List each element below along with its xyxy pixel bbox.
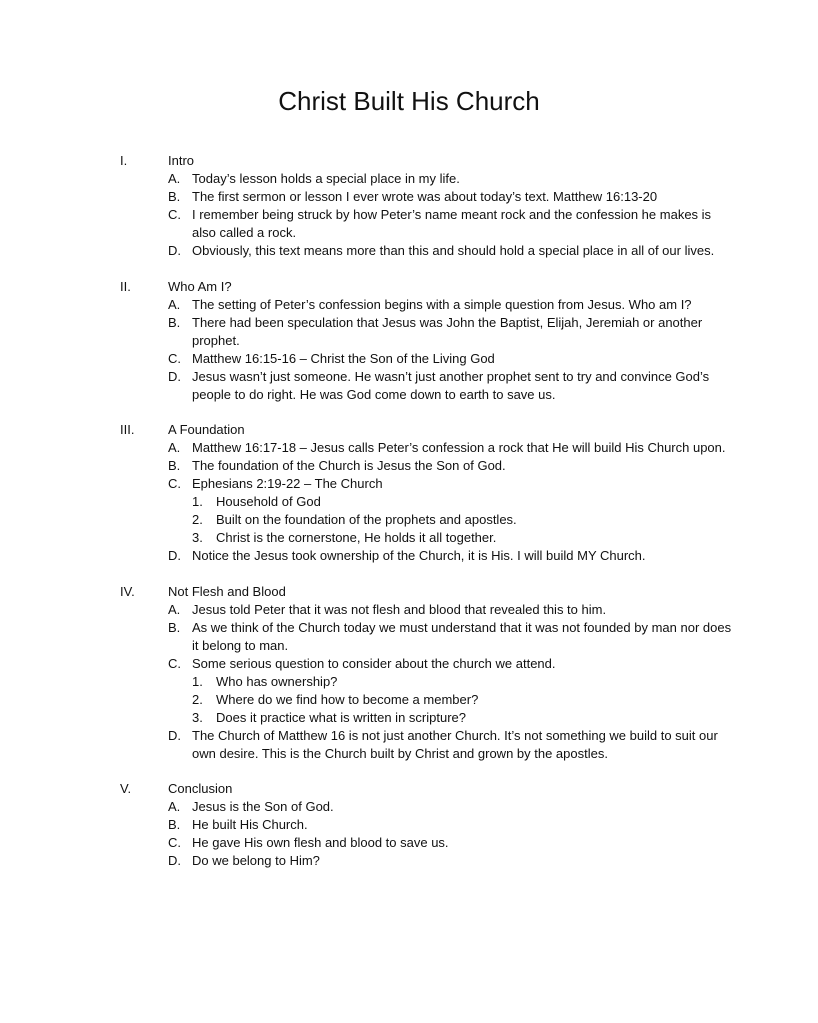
- subitem-marker: 1.: [192, 494, 203, 509]
- outline-item: [0, 816, 732, 834]
- item-marker: B.: [168, 458, 181, 473]
- item-marker: A.: [168, 296, 181, 312]
- section-heading: [0, 583, 818, 601]
- outline-item: [0, 296, 732, 314]
- outline-item: [0, 350, 732, 368]
- item-marker: A.: [168, 799, 181, 814]
- item-marker: A.: [168, 601, 181, 617]
- item-marker: A.: [168, 440, 181, 455]
- item-marker: C.: [168, 655, 181, 671]
- item-text: Matthew 16:15-16 – Christ the Son of the Living God: [192, 350, 495, 366]
- subitem-text: Christ is the cornerstone, He holds it all together.: [216, 530, 497, 545]
- item-marker: C.: [168, 207, 181, 222]
- section-title: Who Am I?: [168, 278, 232, 294]
- section-title: Conclusion: [168, 781, 233, 796]
- section-heading: [0, 780, 818, 798]
- item-text: The foundation of the Church is Jesus the Son of God.: [192, 458, 506, 473]
- item-marker: C.: [168, 350, 181, 366]
- item-marker: D.: [168, 853, 181, 868]
- section-numeral: I.: [120, 153, 128, 168]
- outline-item: [0, 439, 732, 457]
- outline-subitem: [0, 673, 716, 691]
- section-numeral: V.: [120, 781, 132, 796]
- outline-item: [0, 457, 732, 475]
- section-numeral: IV.: [120, 583, 135, 599]
- section-numeral: III.: [120, 422, 135, 437]
- subitem-marker: 3.: [192, 530, 203, 545]
- outline-item: [0, 170, 732, 188]
- subitem-marker: 2.: [192, 691, 203, 707]
- outline-section: [0, 421, 818, 565]
- section-heading: [0, 152, 818, 170]
- item-text: The Church of Matthew 16 is not just another Church. It’s not something we build to suit our own desire. This is the Church built by Christ and grown by the apostles.: [192, 727, 718, 761]
- item-marker: B.: [168, 619, 181, 635]
- subitem-text: Built on the foundation of the prophets and apostles.: [216, 512, 517, 527]
- outline-section: [0, 152, 818, 260]
- outline-subitem: [0, 511, 716, 529]
- outline-section: [0, 583, 818, 763]
- outline-item: [0, 601, 732, 619]
- outline-subitem: [0, 493, 716, 511]
- outline-subitem: [0, 529, 716, 547]
- outline-section: [0, 780, 818, 870]
- item-marker: B.: [168, 314, 181, 330]
- section-title: Not Flesh and Blood: [168, 583, 286, 599]
- item-text: Obviously, this text means more than this and should hold a special place in all of our lives.: [192, 243, 715, 258]
- outline-item: [0, 619, 732, 655]
- section-title: Intro: [168, 153, 195, 168]
- item-text: Do we belong to Him?: [192, 853, 320, 868]
- subitem-text: Where do we find how to become a member?: [216, 691, 479, 707]
- section-heading: [0, 421, 818, 439]
- item-text: Ephesians 2:19-22 – The Church: [192, 476, 383, 491]
- outline-section: [0, 278, 818, 404]
- item-text: Jesus is the Son of God.: [192, 799, 334, 814]
- subitem-marker: 2.: [192, 512, 203, 527]
- outline-item: [0, 655, 732, 673]
- item-text: Today’s lesson holds a special place in my life.: [192, 171, 460, 186]
- subitem-marker: 1.: [192, 673, 203, 689]
- outline-item: [0, 206, 732, 242]
- item-marker: D.: [168, 243, 181, 258]
- outline-item: [0, 798, 732, 816]
- subitem-text: Household of God: [216, 494, 321, 509]
- outline-item: [0, 242, 732, 260]
- item-text: He gave His own flesh and blood to save us.: [192, 835, 449, 850]
- outline-item: [0, 727, 732, 763]
- item-text: Some serious question to consider about the church we attend.: [192, 655, 556, 671]
- outline-subitem: [0, 691, 716, 709]
- item-text: He built His Church.: [192, 817, 308, 832]
- item-text: The first sermon or lesson I ever wrote was about today’s text. Matthew 16:13-20: [192, 189, 658, 204]
- subitem-text: Does it practice what is written in scripture?: [216, 709, 466, 725]
- item-text: Notice the Jesus took ownership of the Church, it is His. I will build MY Church.: [192, 548, 646, 563]
- item-text: As we think of the Church today we must understand that it was not founded by man nor does it belong to man.: [192, 619, 732, 653]
- item-marker: B.: [168, 817, 181, 832]
- subitem-text: Who has ownership?: [216, 673, 338, 689]
- item-marker: D.: [168, 727, 181, 743]
- outline-item: [0, 314, 732, 350]
- outline-item: [0, 368, 732, 404]
- sermon-outline: [0, 152, 818, 888]
- item-text: Jesus told Peter that it was not flesh and blood that revealed this to him.: [192, 601, 607, 617]
- outline-item: [0, 188, 732, 206]
- outline-item: [0, 852, 732, 870]
- subitem-marker: 3.: [192, 709, 203, 725]
- outline-item: [0, 834, 732, 852]
- section-heading: [0, 278, 818, 296]
- item-marker: A.: [168, 171, 181, 186]
- item-marker: B.: [168, 189, 181, 204]
- section-title: A Foundation: [168, 422, 245, 437]
- item-marker: C.: [168, 835, 181, 850]
- item-marker: C.: [168, 476, 181, 491]
- item-marker: D.: [168, 548, 181, 563]
- outline-subitem: [0, 709, 716, 727]
- item-text: The setting of Peter’s confession begins with a simple question from Jesus. Who am I?: [192, 296, 692, 312]
- item-text: There had been speculation that Jesus was John the Baptist, Elijah, Jeremiah or another prophet.: [192, 314, 703, 348]
- page-title: Christ Built His Church: [278, 86, 540, 116]
- section-numeral: II.: [120, 278, 131, 294]
- item-marker: D.: [168, 368, 181, 384]
- outline-item: [0, 547, 732, 565]
- outline-item: [0, 475, 732, 493]
- item-text: Matthew 16:17-18 – Jesus calls Peter’s confession a rock that He will build His Church upon.: [192, 440, 726, 455]
- item-text: I remember being struck by how Peter’s name meant rock and the confession he makes is also called a rock.: [192, 207, 712, 240]
- item-text: Jesus wasn’t just someone. He wasn’t just another prophet sent to try and convince God’s people to do right. He was God come down to earth to save us.: [192, 368, 710, 402]
